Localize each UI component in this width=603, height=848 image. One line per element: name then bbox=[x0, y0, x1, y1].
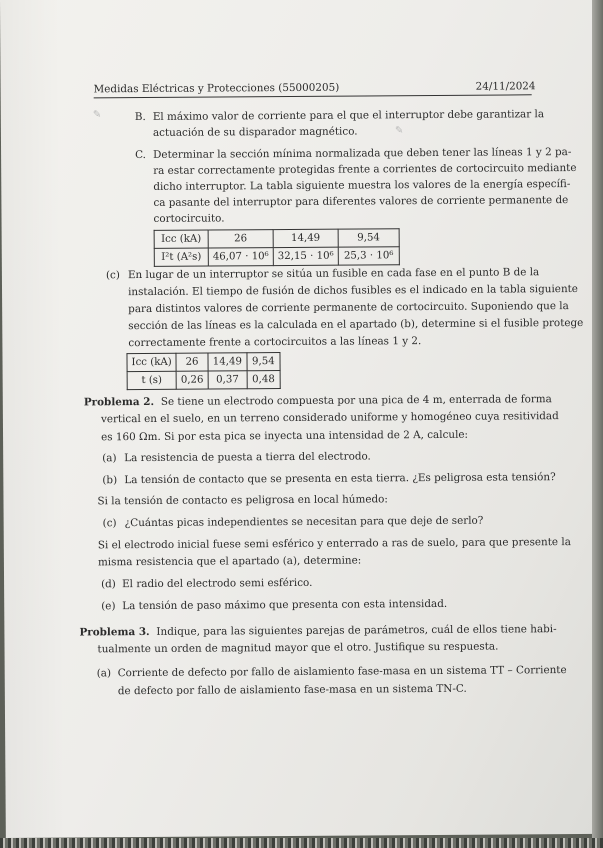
energy-table bbox=[154, 228, 400, 267]
table-row bbox=[154, 247, 399, 267]
item-c-line-3: para distintos valores de corriente permanente de cortocircuito. Suponiendo que la bbox=[128, 300, 569, 316]
table-cell: 0,48 bbox=[247, 371, 280, 389]
item-C-line-2: ra estar correctamente protegidas frente a corrientes de cortocircuito mediante bbox=[153, 161, 577, 177]
faint-mark: ✎ bbox=[92, 109, 102, 121]
problem3-intro-2: tualmente un orden de magnitud mayor que el otro. Justifique su respuesta. bbox=[97, 640, 499, 656]
item-3a-line-1: Corriente de defecto por fallo de aislamiento fase-masa en un sistema TT – Corriente bbox=[117, 664, 567, 680]
item-a-marker: (a) bbox=[102, 452, 117, 465]
table-cell: 32,15 · 10⁶ bbox=[273, 247, 338, 265]
table-cell: 9,54 bbox=[338, 229, 399, 247]
item-b-marker: (b) bbox=[102, 474, 118, 487]
problem3-title: Problema 3. bbox=[79, 625, 150, 639]
table-cell: 14,49 bbox=[208, 353, 247, 371]
problem3-intro-1: Indique, para las siguientes parejas de parámetros, cuál de ellos tiene habi- bbox=[156, 623, 557, 638]
table-row bbox=[154, 229, 399, 249]
item-e-text: La tensión de paso máximo que presenta con esta intensidad. bbox=[122, 597, 448, 613]
table-cell: Icc (kA) bbox=[127, 353, 176, 371]
table-cell: 0,26 bbox=[176, 371, 208, 389]
table-cell: 25,3 · 10⁶ bbox=[338, 247, 399, 265]
item-c-line-5: correctamente frente a cortocircuitos a las líneas 1 y 2. bbox=[128, 335, 422, 350]
header-date: 24/11/2024 bbox=[475, 80, 536, 93]
item-c-line-2: instalación. El tiempo de fusión de dichos fusibles es el indicado en la tabla siguiente bbox=[128, 282, 578, 299]
faint-mark: ✎ bbox=[394, 125, 404, 137]
table-cell: t (s) bbox=[127, 371, 176, 389]
table-cell: Icc (kA) bbox=[154, 230, 208, 248]
item-d-marker: (d) bbox=[101, 578, 116, 591]
problem2-intro-1: Se tiene un electrodo compuesta por una pica de 4 m, enterrada de forma bbox=[160, 393, 552, 408]
background-edge bbox=[0, 838, 603, 848]
problem2-note-2b: misma resistencia que el apartado (a), determine: bbox=[97, 554, 362, 569]
problem2-intro-3: es 160 Ωm. Si por esta pica se inyecta una intensidad de 2 A, calcule: bbox=[101, 428, 469, 444]
page-shadow bbox=[0, 0, 66, 838]
item-a-text: La resistencia de puesta a tierra del electrodo. bbox=[124, 450, 371, 465]
problem2-title: Problema 2. bbox=[83, 395, 155, 409]
table-cell: I²t (A²s) bbox=[154, 248, 208, 266]
item-C-marker: C. bbox=[135, 148, 147, 162]
problem2-intro-2: vertical en el suelo, en un terreno considerado uniforme y homogéneo cuya resitividad bbox=[100, 410, 559, 426]
table-row bbox=[127, 353, 280, 372]
item-3a-line-2: de defecto por fallo de aislamiento fase-masa en un sistema TN-C. bbox=[117, 682, 467, 698]
item-c2-text: ¿Cuántas picas independientes se necesitan para que deje de serlo? bbox=[124, 514, 484, 530]
table-row bbox=[127, 371, 280, 390]
problem2-note-1: Si la tensión de contacto es peligrosa en local húmedo: bbox=[97, 493, 388, 508]
item-c-line-1: En lugar de un interruptor se sitúa un fusible en cada fase en el punto B de la bbox=[127, 266, 540, 282]
fuse-table bbox=[126, 352, 280, 390]
item-b-text: La tensión de contacto que se presenta en esta tierra. ¿Es peligrosa esta tensión? bbox=[124, 471, 556, 487]
item-c-line-4: sección de las líneas es la calculada en el apartado (b), determine si el fusible protege bbox=[128, 316, 584, 333]
table-cell: 26 bbox=[208, 230, 273, 248]
item-B-marker: B. bbox=[134, 110, 146, 124]
item-d-text: El radio del electrodo semi esférico. bbox=[122, 576, 313, 591]
table-cell: 9,54 bbox=[247, 353, 280, 371]
item-B-line-1: El máximo valor de corriente para el que el interruptor debe garantizar la bbox=[152, 108, 545, 123]
item-C-line-5: cortocircuito. bbox=[153, 212, 225, 225]
problem2-note-2a: Si el electrodo inicial fuese semi esférico y enterrado a ras de suelo, para que presente la bbox=[97, 536, 571, 552]
table-cell: 14,49 bbox=[273, 229, 338, 247]
background-edge bbox=[592, 0, 603, 848]
header-course: Medidas Eléctricas y Protecciones (55000205) bbox=[93, 81, 340, 96]
item-e-marker: (e) bbox=[101, 600, 116, 613]
table-cell: 46,07 · 10⁶ bbox=[208, 248, 273, 266]
item-C-line-1: Determinar la sección mínima normalizada que deben tener las líneas 1 y 2 pa- bbox=[153, 146, 572, 161]
item-C-line-3: dicho interruptor. La tabla siguiente muestra los valores de la energía específi- bbox=[153, 178, 571, 193]
item-B-line-2: actuación de su disparador magnético. bbox=[152, 125, 358, 139]
item-c-marker: (c) bbox=[105, 269, 120, 282]
table-cell: 0,37 bbox=[208, 371, 247, 389]
item-c2-marker: (c) bbox=[102, 517, 117, 530]
item-3a-marker: (a) bbox=[96, 667, 112, 680]
item-C-line-4: ca pasante del interruptor para diferentes valores de corriente permanente de bbox=[153, 194, 569, 209]
table-cell: 26 bbox=[176, 353, 208, 371]
